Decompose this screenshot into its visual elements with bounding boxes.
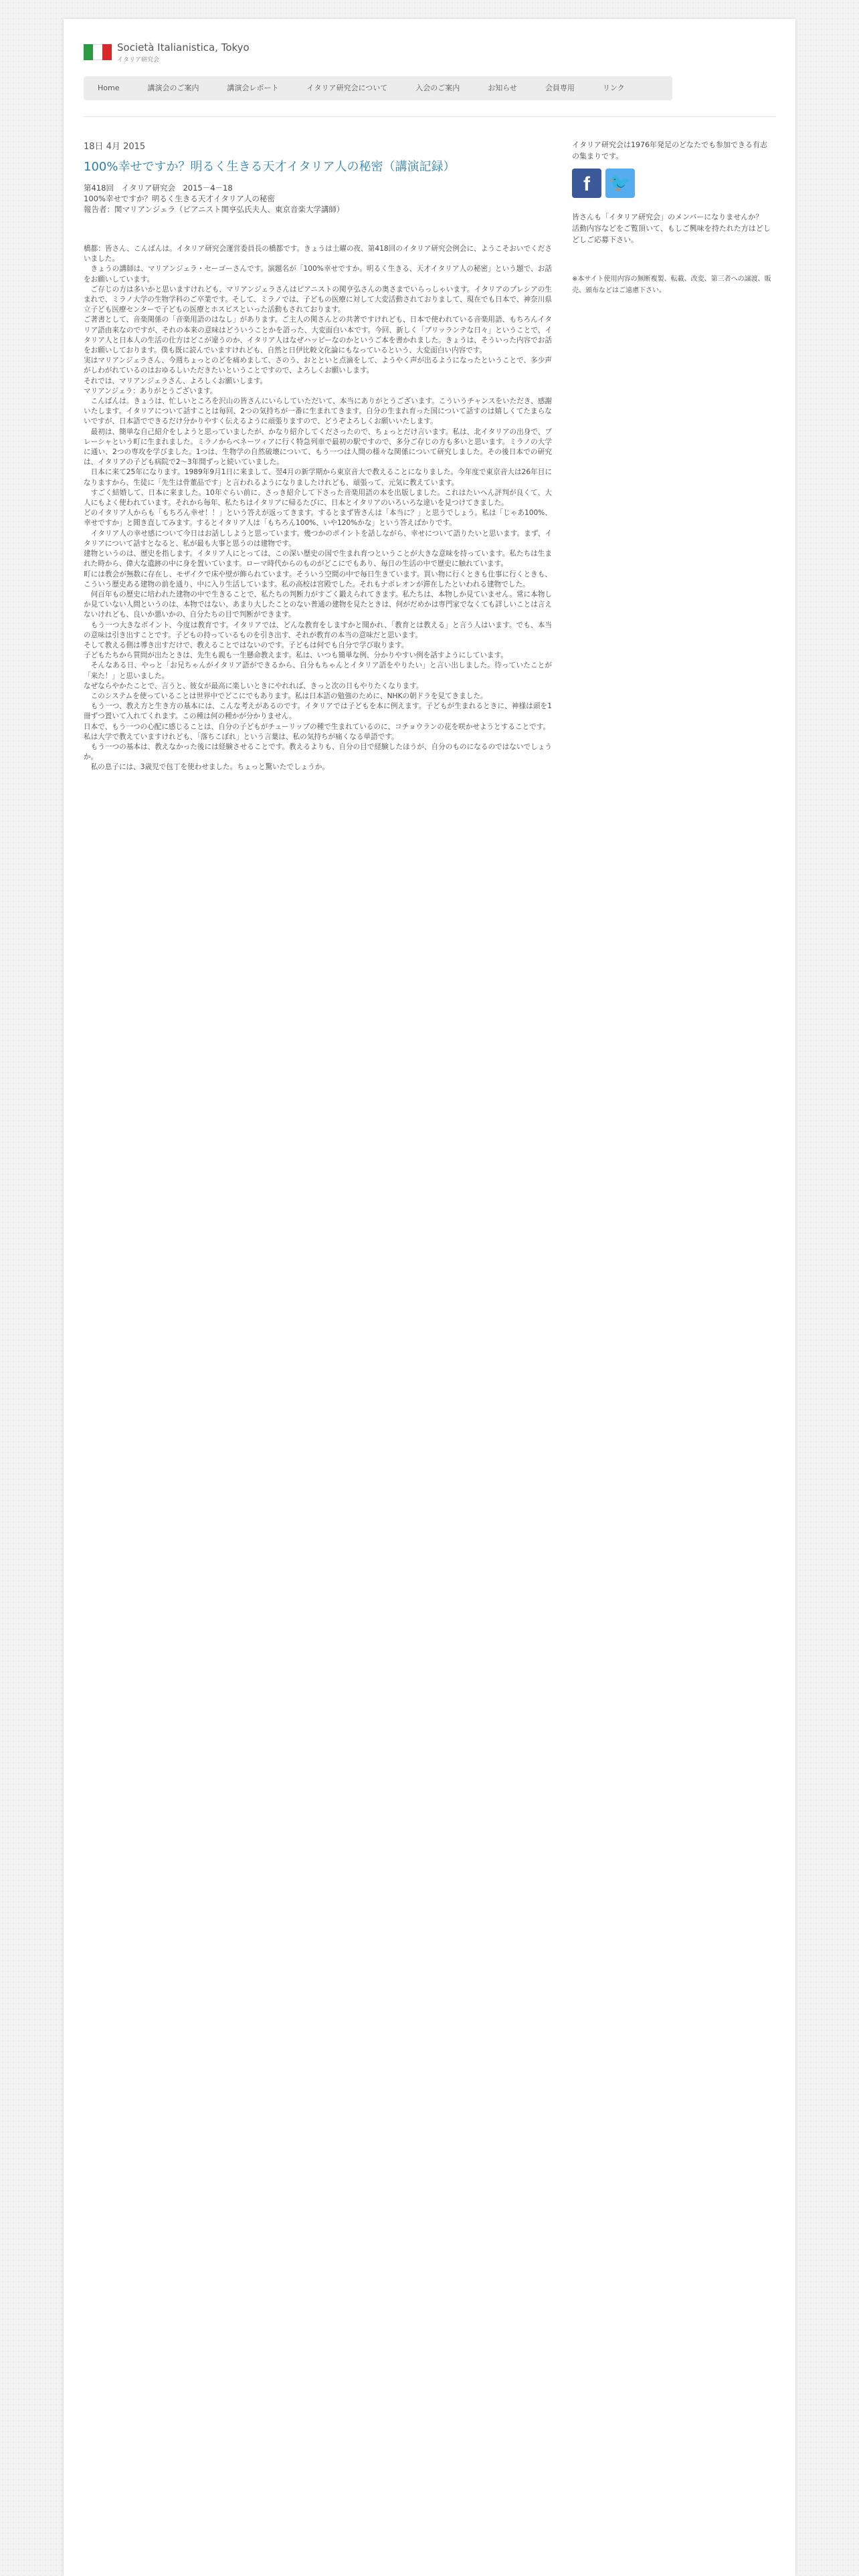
header-divider [84, 116, 775, 117]
article-paragraph: 子どもたちから質問が出たときは、先生も親も一生懸命教えます。私は、いつも簡単な例、分かりやすい例を話すようにしています。 [84, 651, 508, 660]
article-paragraph: マリアンジェラ：ありがとうございます。 [84, 387, 217, 395]
article-paragraph: 最初は、簡単な自己紹介をしようと思っていましたが、かなり紹介してくださったので、ちょっとだけ言います。私は、北イタリアの出身で、プレーシャという町に生まれました。ミラノからベネーツィアに行く特急列車で最初の駅ですので、多分ご存じの方も多いと思います。ミラノの大学に通い、2つの専攻を学びました。1つは、生物学の自然破壊について、もう一つは人間の様々な関係について研究しました。その後日本での研究は、イタリアの子ども病院で2～3年間ずっと続いていました。 [84, 427, 552, 467]
nav-lecture-info[interactable]: 講演会のご案内 [147, 84, 199, 92]
article-paragraph: それでは、マリアンジェラさん、よろしくお願いします。 [84, 377, 268, 385]
article-paragraph: このシステムを使っていることは世界中でどこにでもあります。私は日本語の勉強のために、NHKの朝ドラを見てきました。 [84, 691, 488, 700]
article-paragraph: ご著書として、音楽関係の「音楽用語のはなし」があります。ご主人の関さんとの共著ですけれども、日本で使われている音楽用語、もちろんイタリア語由来なのですが、それの本来の意味はどういうことかを語った、大変面白い本です。今回、新しく「ブリッランテな日々」ということで、イタリア人と日本人の生活の仕方はどこが違うのか、イタリア人はなぜハッピーなのかというご本を書かれました。きょうは、そういった内容でお話をお願いしております。僕も既に読んでいますけれども、自然と日伊比較文化論にもなっているという、大変面白い内容です。 [84, 316, 552, 355]
article-title[interactable]: 100%幸せですか？明るく生きる天才イタリア人の秘密（講演記録） [84, 160, 456, 174]
article-meta-line: 報告者：関マリアンジェラ（ピアニスト関亨弘氏夫人、東京音楽大学講師） [84, 205, 345, 214]
article-paragraph: 日本で、もう一つの心配に感じることは、自分の子どもがチューリップの種で生まれているのに、コチョウランの花を咲かせようとすることです。 [84, 722, 551, 731]
site-logo-title[interactable]: Società Italianistica, Tokyo [117, 41, 250, 53]
nav-join[interactable]: 入会のご案内 [415, 84, 460, 92]
article-paragraph: きょうの講師は、マリアンジェラ・セーゴーさんです。演題名が「100%幸せですか。明るく生きる、天才イタリア人の秘密」という題で、お話をお願いしています。 [84, 265, 552, 284]
sidebar-member-text: 皆さんも「イタリア研究会」のメンバーになりませんか？ [572, 213, 763, 221]
site-logo-subtitle: イタリア研究会 [117, 57, 160, 64]
italy-flag-logo[interactable] [84, 44, 112, 60]
nav-home[interactable]: Home [98, 84, 120, 92]
article-paragraph: すごく結婚して、日本に来ました。10年ぐらい前に、さっき紹介して下さった音楽用語の本を出版しました。これはたいへん評判が良くて、大人にもよく使われています。それから毎年、私たちはイタリアに帰るたびに、日本とイタリアのいろいろな違いを見つけてきました。 [84, 488, 552, 508]
article-paragraph: 建物というのは、歴史を指します。イタリア人にとっては、この深い歴史の国で生まれ育つということが大きな意味を持っています。私たちは生まれた時から、偉大な遺跡の中に身を置いています。ローマ時代からのものがどこにでもあり、毎日の生活の中で歴史に触れています。 [84, 550, 552, 568]
article-meta-line: 第418回 イタリア研究会 2015－4－18 [84, 183, 233, 193]
article-paragraph: 何百年もの歴史に培われた建物の中で生きることで、私たちの判断力がすごく鍛えられてきます。私たちは、本物しか見ていません。常に本物しか見ていない人間というのは、本物ではない、あまり大したことのない普通の建物を見たときは、何がだめかは専門家でなくても詳しいことは言えないけれども、良いか悪いかの、自分たちの目で判断ができます。 [84, 590, 552, 619]
article-meta-line: 100%幸せですか？明るく生きる天才イタリア人の秘密 [84, 194, 275, 203]
article [84, 139, 552, 773]
nav-lecture-report[interactable]: 講演会レポート [227, 84, 279, 92]
social-links [572, 169, 773, 201]
article-paragraph: そんなある日、やっと「お兄ちゃんがイタリア語ができるから、自分もちゃんとイタリア語をやりたい」と言い出しました。待っていたことが「来た！」と思いました。 [84, 661, 552, 680]
article-paragraph: 実はマリアンジェラさん、今週ちょっとのどを痛めまして、さのう、おとといと点滴をして、ようやく声が出るようになったということで、多少声がしわがれているのはおゆるしいただきたいということですので、よろしくお願いします。 [84, 356, 552, 375]
article-paragraph: もう一つの基本は、教えなかった後には経験させることです。教えるよりも、自分の目で経験したほうが、自分のものになるのではないでしょうか。 [84, 742, 552, 762]
article-paragraph: 私は大学で教えていますけれども、「落ちこぼれ」という言葉は、私の気持ちが痛くなる単語です。 [84, 732, 399, 741]
twitter-icon[interactable]: 🐦 [605, 169, 635, 198]
article-body [84, 244, 552, 773]
article-paragraph: 私の息子には、3歳児で包丁を使わせました。ちょっと驚いたでしょうか。 [84, 763, 329, 772]
article-paragraph: なぜならやかたことで、言うと、彼女が最高に楽しいときにやれれば、きっと次の日もやりたくなります。 [84, 681, 423, 690]
article-paragraph: イタリア人の幸せ感について今日はお話ししようと思っています。幾つかのポイントを話しながら、幸せについて語りたいと思います。まず、イタリアについて話すとなると、私が最も大事と思うのは建物です。 [84, 529, 552, 548]
page-container [64, 19, 795, 2576]
article-paragraph: もう一つ、教え方と生き方の基本には、こんな考えがあるのです。イタリアでは子どもを本に例えます。子どもが生まれるときに、神様は頭を1冊ずつ置いて入れてくれます。この種は何の種かが分かりません。 [84, 702, 552, 721]
sidebar [572, 139, 773, 296]
site-header [84, 35, 775, 68]
article-date: 18日 4月 2015 [84, 142, 146, 152]
sidebar-member-text-2: 活動内容などをご覧頂いて、もしご興味を持たれた方はどしどしご応募下さい。 [572, 224, 771, 244]
article-paragraph: 日本に来て25年になります。1989年9月1日に来まして、翌4月の新学期から東京音大で教えることになりました。今年度で東京音大は26年目になりますから、生徒に「先生は骨董品です」と言われるようになりましたけれども、頑張って、元気に教えています。 [84, 468, 552, 487]
article-paragraph: どのイタリア人からも「もちろん幸せ！！」という答えが返ってきます。するとまず皆さんは「本当に？」と思うでしょう。私は「じゃあ100%、幸せですか」と聞き直してみます。するとイタリア人は「もちろん100%、いや120%かな」という答えばかりです。 [84, 509, 552, 528]
article-paragraph: ご存じの方は多いかと思いますけれども、マリアンジェラさんはピアニストの関亨弘さんの奥さまでいらっしゃいます。イタリアのプレシアの生まれで、ミラノ大学の生物学科のご卒業です。そして、ミラノでは、子どもの医療に対して大変活動されておりまして、現在でも日本で、神奈川県立子ども医療センターで子どもの医療とホスピスといった活動もされております。 [84, 285, 552, 314]
article-paragraph: こんばんは。きょうは、忙しいところを沢山の皆さんにいらしていただいて、本当にありがとうございます。こういうチャンスをいただき、感謝いたします。イタリアについて話すことは毎回、2つの気持ちが一番に生まれてきます。自分の生まれ育った国について話すのは嬉しくてたまらないですが、日本語でできるだけ分かりやすく伝えるように頑張りますので、どうぞよろしくお願いいたします。 [84, 397, 552, 426]
nav-links[interactable]: リンク [602, 84, 625, 92]
article-paragraph: もう一つ大きなポイント、今度は教育です。イタリアでは、どんな教育をしますかと聞かれ、「教育とは教える」と言う人はいます。でも、本当の意味は引き出すことです。子どもの持っているものを引き出す、それが教育の本当の意味だと思います。 [84, 621, 552, 639]
article-paragraph: 町には教会が無数に存在し、モザイクで床や壁が飾られています。そういう空間の中で毎日生きています。買い物に行くときも仕事に行くときも、こういう歴史ある建物の前を通り、中に入り生活しています。私の高校は宮殿でした。それもナポレオンが滞在したといわれる建物でした。 [84, 570, 552, 588]
nav-members[interactable]: 会員専用 [545, 84, 575, 92]
article-paragraph: そして教える側は導き出すだけで、教えることではないのです。子どもは何でも自分で学び取ります。 [84, 641, 409, 649]
nav-news[interactable]: お知らせ [488, 84, 517, 92]
article-paragraph: 橋都：皆さん、こんばんは。イタリア研究会運営委員長の橋都です。きょうは土曜の夜、第418回のイタリア研究会例会に、ようこそおいでくださいました。 [84, 245, 552, 263]
facebook-icon[interactable]: f [572, 169, 601, 198]
main-nav [84, 76, 672, 100]
sidebar-intro: イタリア研究会は1976年発足のどなたでも参加できる有志の集まりです。 [572, 140, 767, 160]
nav-about[interactable]: イタリア研究会について [306, 84, 388, 92]
article-meta [84, 183, 552, 215]
sidebar-copyright-note: ※本サイト使用内容の無断複製、転載、改変、第三者への譲渡、販売、頒布などはご遠慮下さい。 [572, 276, 771, 294]
